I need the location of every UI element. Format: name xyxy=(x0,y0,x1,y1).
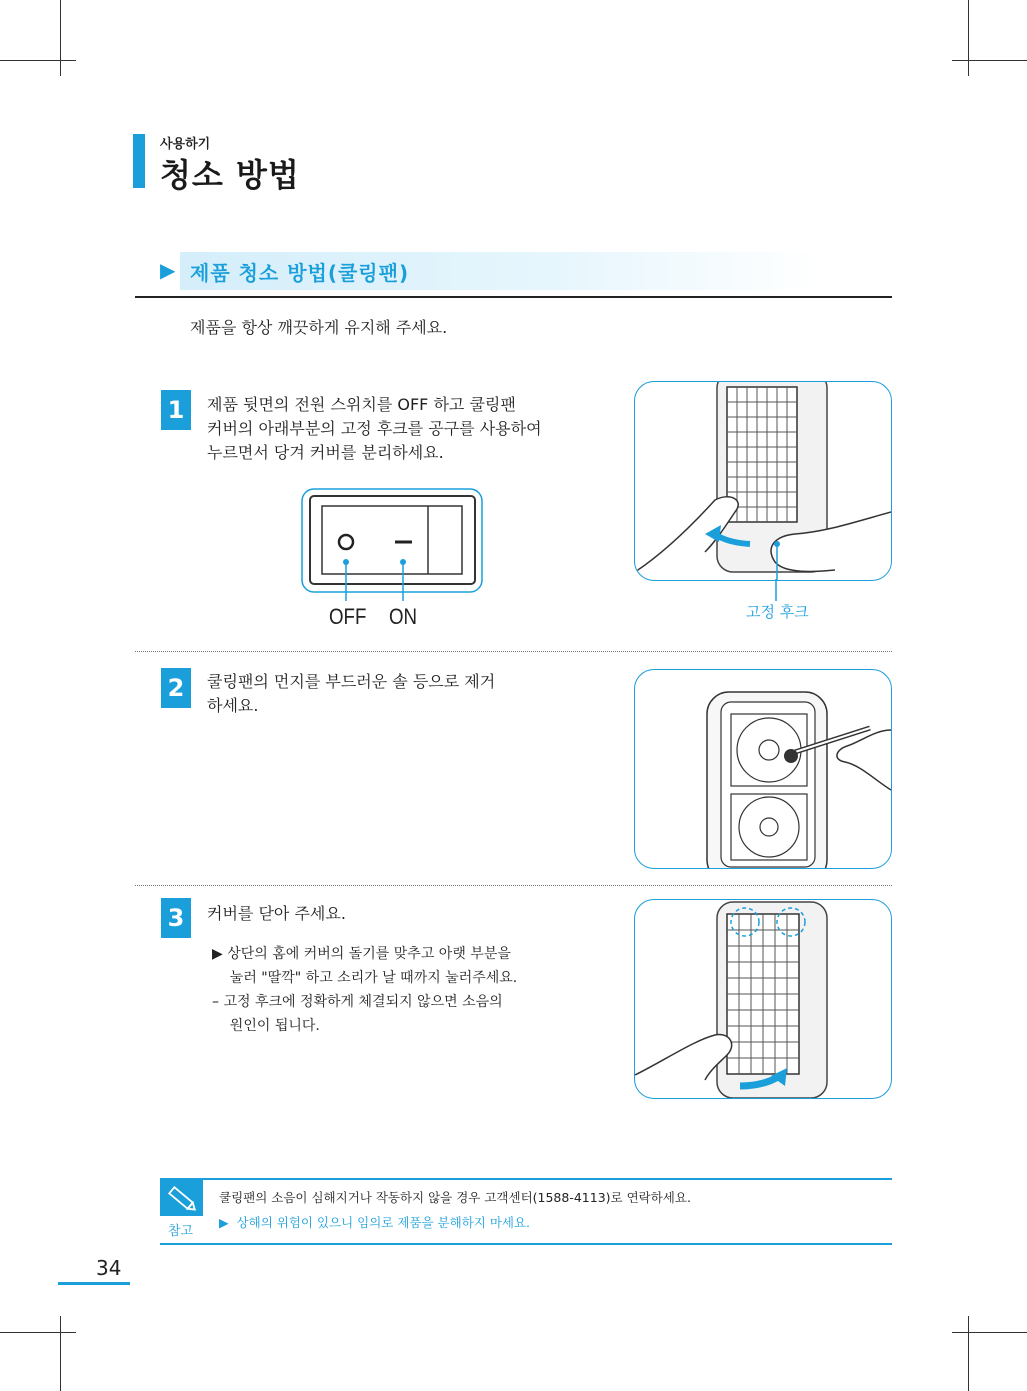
step-details xyxy=(212,942,517,1038)
crop-mark xyxy=(60,0,61,76)
page-title: 청소 방법 xyxy=(160,156,300,194)
detail-line: 원인이 됩니다. xyxy=(212,1018,320,1034)
detail-line: ▶ 상단의 홈에 커버의 돌기를 맞추고 아랫 부분을 xyxy=(212,946,511,962)
crop-mark xyxy=(968,1316,969,1391)
step-line: 제품 뒷면의 전원 스위치를 OFF 하고 쿨링팬 xyxy=(207,395,516,414)
crop-mark xyxy=(952,60,1027,61)
switch-off-label: OFF xyxy=(329,604,367,629)
step-text xyxy=(207,393,597,465)
crop-mark xyxy=(60,1316,61,1391)
divider-rule xyxy=(135,296,892,298)
crop-mark xyxy=(0,60,76,61)
fan-cover-close-photo xyxy=(634,899,892,1099)
detail-line: – 고정 후크에 정확하게 체결되지 않으면 소음의 xyxy=(212,994,503,1010)
switch-on-label: ON xyxy=(389,604,418,629)
page-number-underline xyxy=(58,1282,130,1285)
section-label: 사용하기 xyxy=(160,137,211,152)
pencil-icon xyxy=(160,1180,203,1216)
step-divider xyxy=(135,651,892,652)
detail-line: 눌러 "딸깍" 하고 소리가 날 때까지 눌러주세요. xyxy=(212,970,518,986)
step-number: 2 xyxy=(161,668,191,708)
step-line: 쿨링팬의 먼지를 부드러운 솔 등으로 제거 xyxy=(207,672,496,691)
fan-cover-removal-photo xyxy=(634,381,892,581)
note-line-1: 쿨링팬의 소음이 심해지거나 작동하지 않을 경우 고객센터(1588-4113)로 연락하세요. xyxy=(219,1190,691,1205)
subsection-title: 제품 청소 방법(쿨링팬) xyxy=(190,261,410,285)
note-line-2: ▶ 상해의 위험이 있으니 임의로 제품을 분해하지 마세요. xyxy=(219,1215,531,1230)
crop-mark xyxy=(968,0,969,76)
step-text xyxy=(207,670,597,718)
crop-mark xyxy=(0,1332,76,1333)
pencil-glyph xyxy=(160,1180,203,1216)
fan-cover-close-drawing xyxy=(635,900,891,1098)
step-line: 하세요. xyxy=(207,696,259,715)
step-number: 1 xyxy=(161,390,191,430)
fan-brush-drawing xyxy=(635,670,891,868)
title-accent-bar xyxy=(133,134,145,188)
intro-text: 제품을 항상 깨끗하게 유지해 주세요. xyxy=(190,318,448,337)
step-number: 3 xyxy=(161,898,191,938)
step-line: 커버의 아래부분의 고정 후크를 공구를 사용하여 xyxy=(207,419,542,438)
crop-mark xyxy=(952,1332,1027,1333)
step-divider xyxy=(135,885,892,886)
step-line: 커버를 닫아 주세요. xyxy=(207,904,346,923)
fan-brush-photo xyxy=(634,669,892,869)
fan-cover-drawing xyxy=(635,382,891,580)
step-text xyxy=(207,902,597,926)
page-number: 34 xyxy=(96,1256,122,1280)
subsection-arrow-icon: ▶ xyxy=(160,258,176,282)
note-bottom-rule xyxy=(160,1243,892,1245)
hook-leader-line xyxy=(775,579,779,601)
step-line: 누르면서 당겨 커버를 분리하세요. xyxy=(207,443,444,462)
note-label: 참고 xyxy=(168,1224,194,1239)
note-top-rule xyxy=(160,1178,892,1180)
photo-caption: 고정 후크 xyxy=(746,603,809,621)
